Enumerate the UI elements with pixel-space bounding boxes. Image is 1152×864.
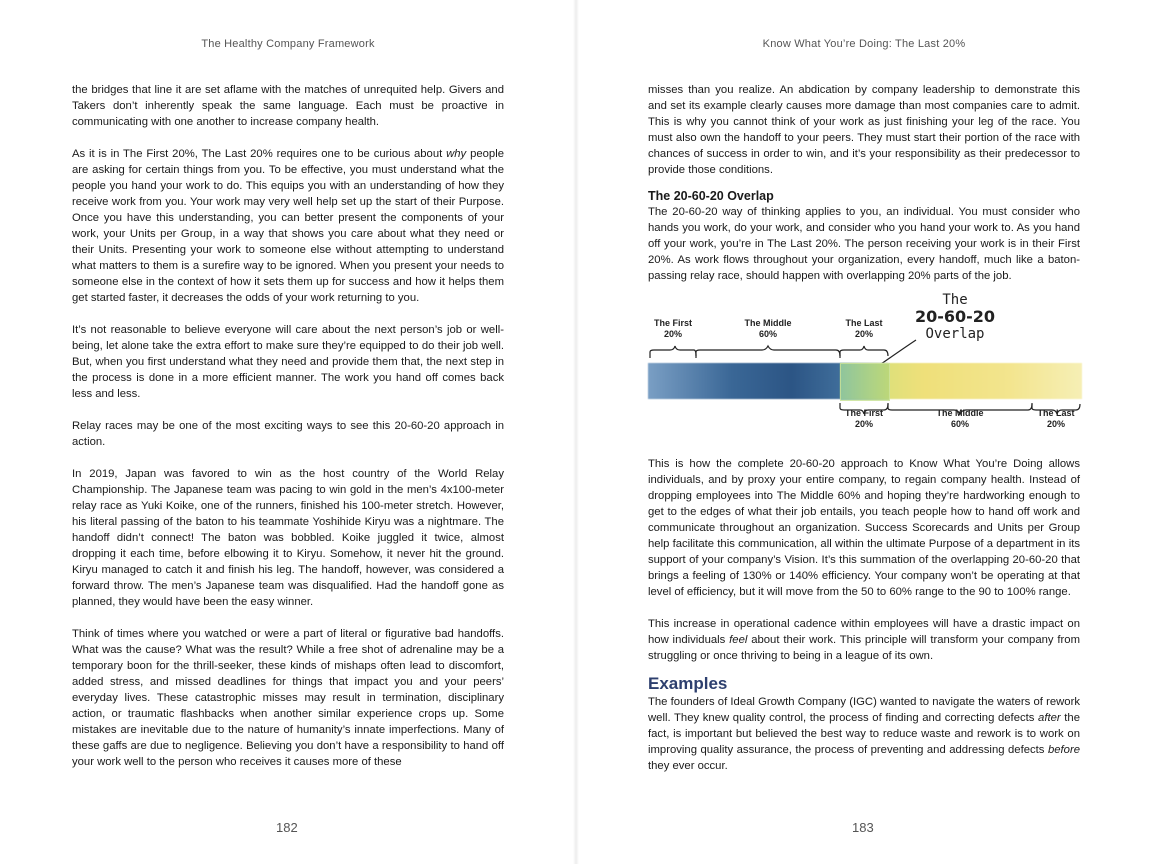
bottom-label-middle: The Middle 60% (936, 408, 984, 429)
overlap-callout: The 20-60-20 Overlap (914, 292, 996, 342)
top-label-last: The Last 20% (845, 318, 883, 339)
page-number-right: 183 (852, 820, 874, 835)
page-number-left: 182 (276, 820, 298, 835)
paragraph: Relay races may be one of the most exciting ways to see this 20-60-20 approach in action. (72, 420, 504, 448)
paragraph: It’s not reasonable to believe everyone will care about the next person’s job or well-being, let alone take the extra effort to make sure they’re equipped to do their job well. But, when you first understand what they need and provide them that, the next step in the process is done in a more efficient manner. The work you hand off comes back less and less. (72, 324, 504, 400)
paragraph: As it is in The First 20%, The Last 20% requires one to be curious about why people are asking for certain things from you. To be effective, you must understand what the people you hand your work to do. This equips you with an understanding of how they receive work from you. Your work may very well help set up the start of their Purpose. Once you have this understanding, you can better present the components of your work, your Units per Group, in a way that shows you care about what they need or their Units. Presenting your work to someone else without attempting to understand what matters to them is a surefire way to be ignored. When you present your needs to someone else in the context of how it sets them up for success and how it helps them get started faster, it decreases the odds of your work returning to you. (72, 148, 504, 304)
overlap-figure (648, 292, 1082, 438)
paragraph: This is how the complete 20-60-20 approach to Know What You’re Doing allows individuals, and by proxy your entire company, to regain company health. Instead of dropping employees into The Middle 60% and hoping they’re hardworking enough to get to the edges of what their job entails, you teach people how to hand off work and communicate throughout an organization. Success Scorecards and Units per Group help facilitate this communication, all within the ultimate Purpose of a department in its support of your company’s Vision. It’s this summation of the overlapping 20-60-20 that brings a feeling of 130% or 140% efficiency. Your company won’t be operating at that level of efficiency, but it will move from the 50 to 60% range to the 90 to 100% range. (648, 458, 1080, 598)
examples-heading: Examples (648, 674, 728, 693)
top-label-first: The First 20% (653, 318, 692, 339)
paragraph: The founders of Ideal Growth Company (IGC) wanted to navigate the waters of rework well. They knew quality control, the process of finding and correcting defects after the fact, is important but believed the best way to reduce waste and rework is to work on improving quality assurance, the process of preventing and addressing defects before they ever occur. (648, 696, 1080, 772)
right-page (576, 0, 1152, 864)
running-head-right: Know What You’re Doing: The Last 20% (762, 38, 966, 50)
overlap-zone (840, 363, 890, 401)
right-page-body (648, 82, 1080, 774)
paragraph: misses than you realize. An abdication by company leadership to demonstrate this and set its example clearly causes more damage than most companies care to admit. This is why you cannot think of your work as just finishing your leg of the race. You must also own the handoff to your peers. They must start their portion of the race with chances of success in order to win, and it’s your responsibility as their predecessor to provide those conditions. (648, 84, 1080, 176)
bottom-label-last: The Last 20% (1037, 408, 1075, 429)
bottom-label-first: The First 20% (844, 408, 883, 429)
paragraph: the bridges that line it are set aflame with the matches of unrequited help. Givers and Takers don’t inherently speak the same language. Each must be proactive in communicating with one another to increase company health. (72, 84, 504, 128)
paragraph: This increase in operational cadence within employees will have a drastic impact on how individuals feel about their work. This principle will transform your company from struggling or once thriving to being in a league of its own. (648, 618, 1080, 662)
paragraph: In 2019, Japan was favored to win as the host country of the World Relay Championship. The Japanese team was pacing to win gold in the men’s 4x100-meter relay race as Yuki Koike, one of the runners, finished his 100-meter stretch. However, his literal passing of the baton to his teammate Yoshihide Kiryu was a nightmare. The handoff didn’t connect! The baton was bobbled. Koike juggled it twice, almost dropping it each time, before elbowing it to Kiryu. Somehow, it never hit the ground. Kiryu managed to catch it and finish his leg. The handoff, however, was considered a forward throw. The men’s Japanese team was disqualified. Had the handoff gone as planned, they would have been the easy winner. (72, 468, 504, 608)
top-label-middle: The Middle 60% (744, 318, 792, 339)
paragraph: Think of times where you watched or were a part of literal or figurative bad handoffs. What was the cause? What was the result? While a free shot of adrenaline may be a temporary boon for the thrill-seeker, these kinds of mishaps often lead to discomfort, added stress, and missed deadlines for things that impact you and your peers’ everyday lives. These catastrophic misses may result in termination, disciplinary action, or traumatic flashbacks when another similar experience crops up. Some mistakes are inevitable due to the nature of humanity’s innate imperfections. Many of these gaffs are due to negligence. Believing you don’t have a responsibility to hand off your work well to the person who receives it causes more of these (72, 628, 504, 768)
running-head-left: The Healthy Company Framework (201, 38, 375, 50)
paragraph: The 20-60-20 way of thinking applies to you, an individual. You must consider who hands you work, do your work, and consider who you hand your work to. As you hand off your work, you’re in The Last 20%. The person receiving your work is in their First 20%. As work flows throughout your organization, every handoff, much like a baton-passing relay race, should happen with overlapping 20% parts of the job. (648, 206, 1080, 282)
left-page-body (72, 82, 504, 770)
section-heading: The 20-60-20 Overlap (648, 189, 774, 203)
